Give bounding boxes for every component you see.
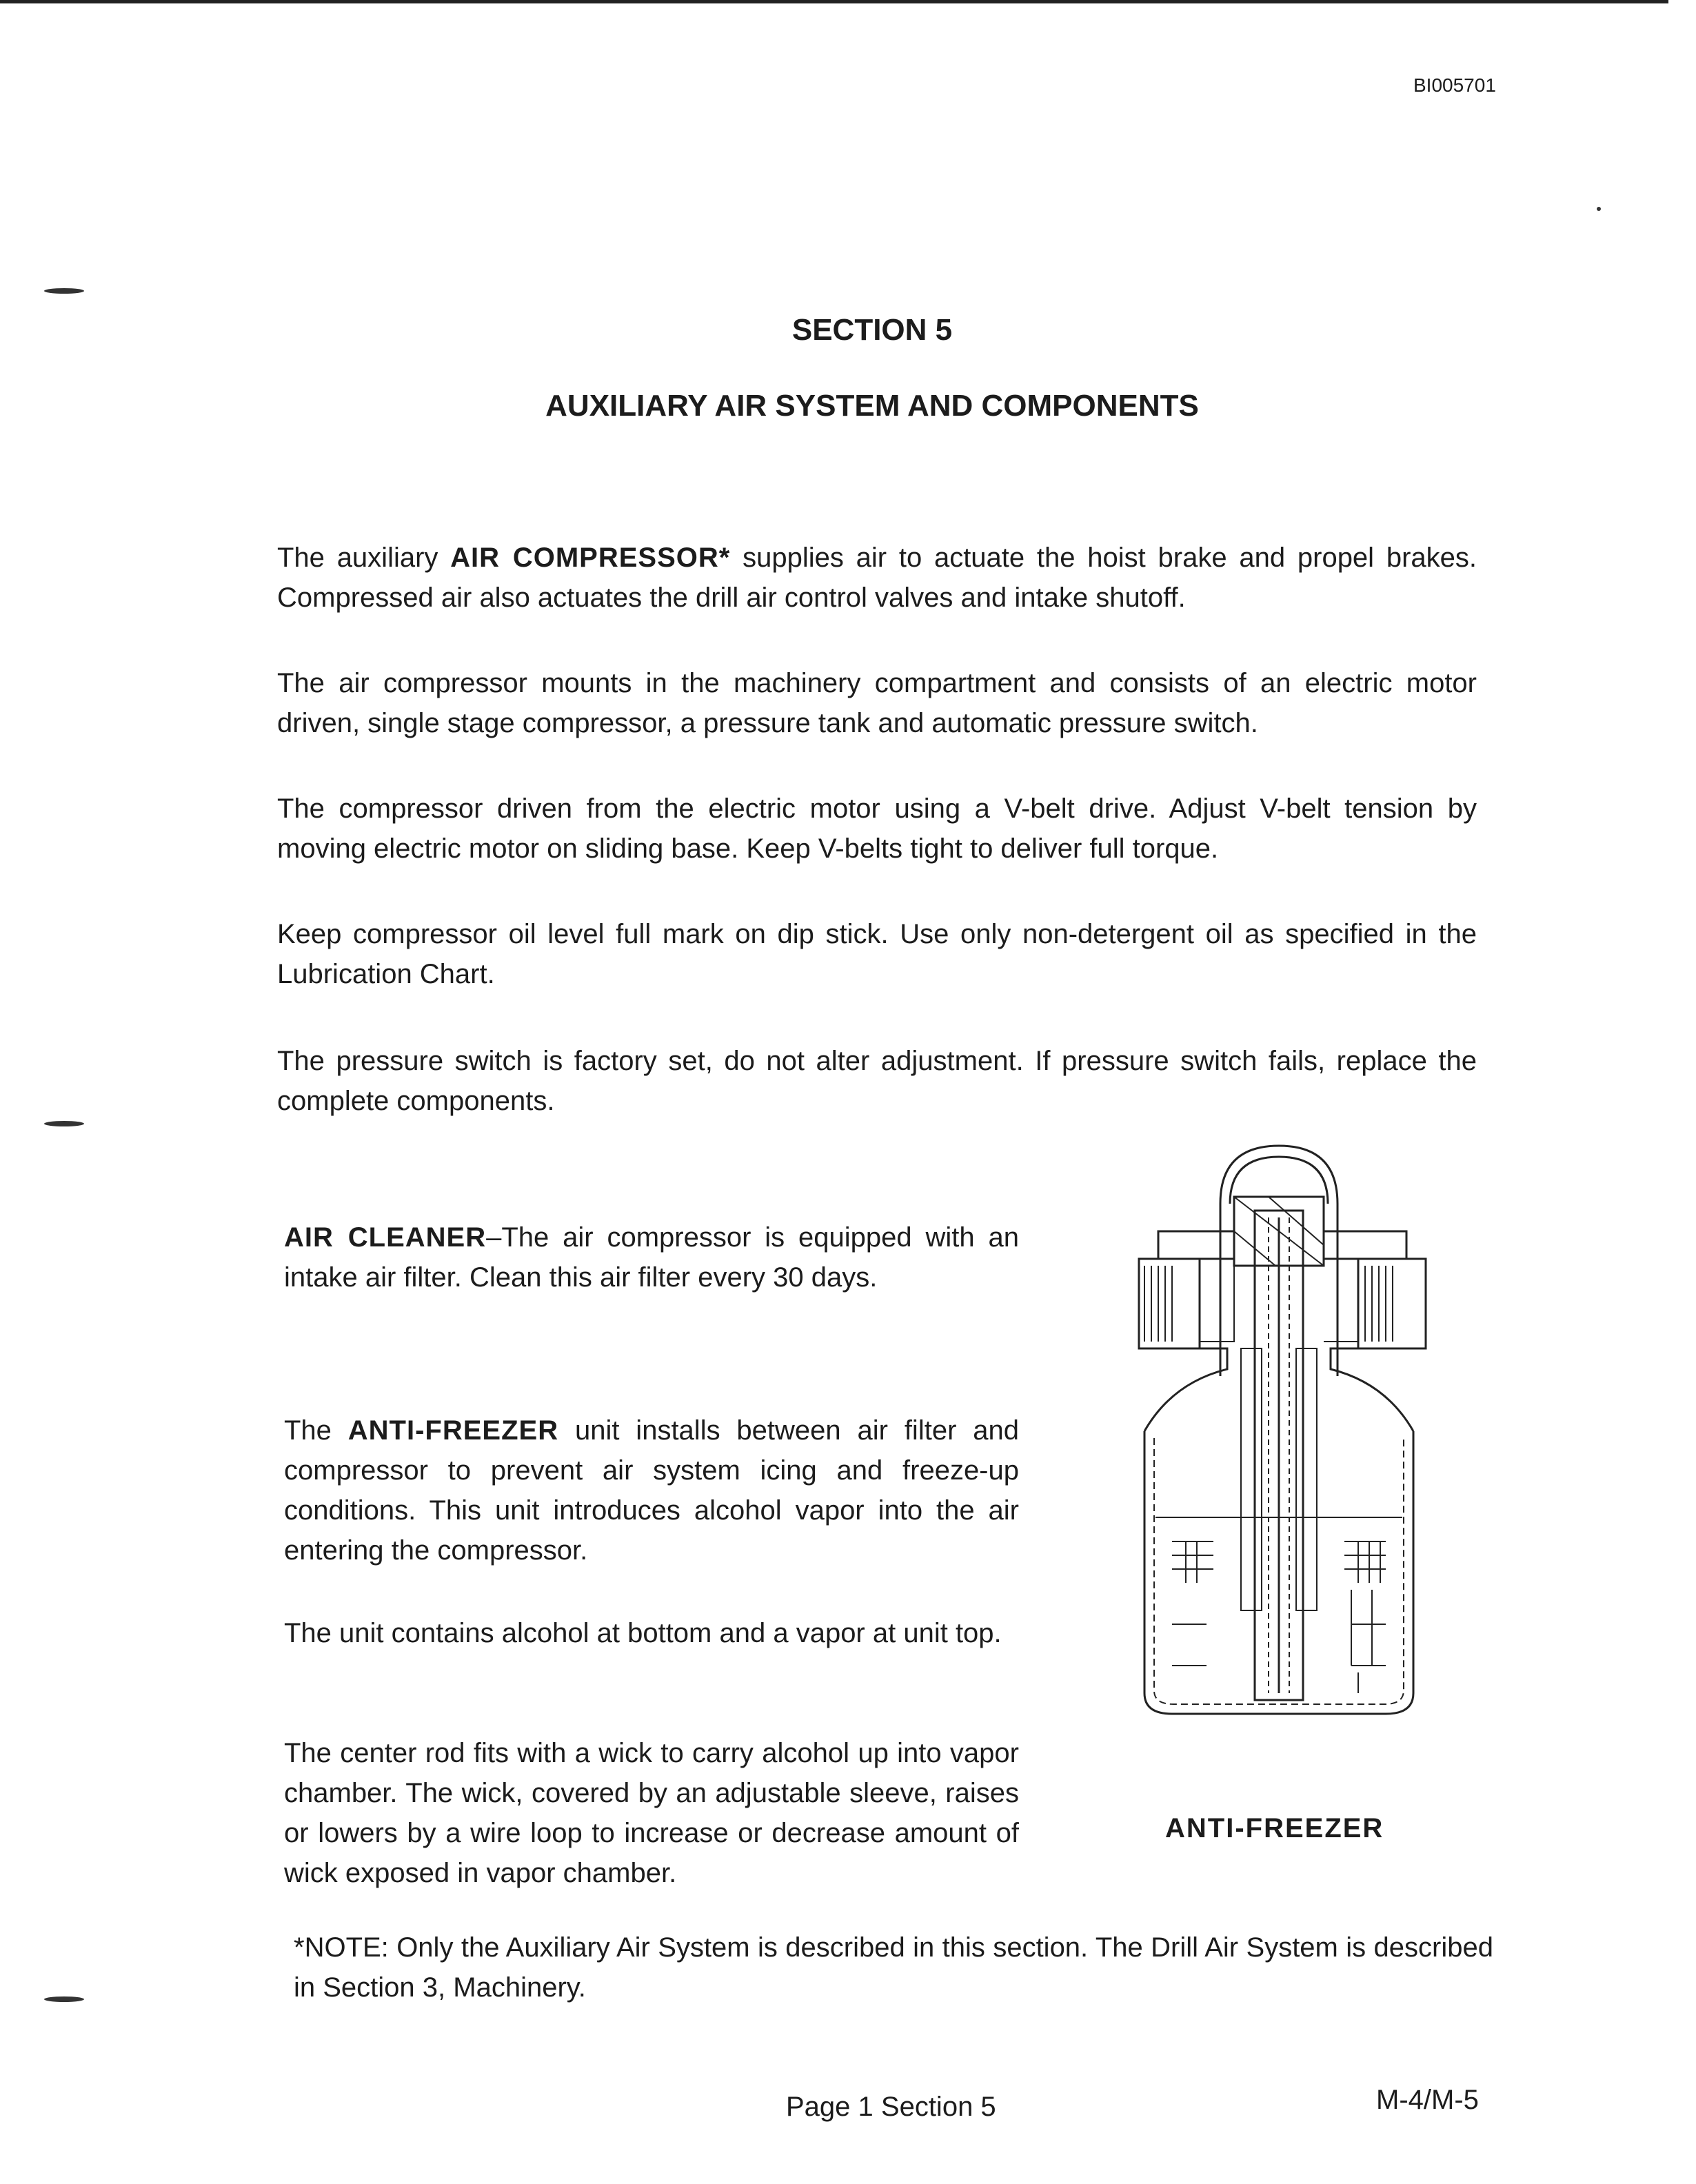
section-subtitle: AUXILIARY AIR SYSTEM AND COMPONENTS [545,389,1199,423]
paragraph-text: The auxiliary [277,543,451,573]
oil-level-paragraph: Keep compressor oil level full mark on dip stick. Use only non-detergent oil as specified in the Lubrication Chart. [277,919,1477,989]
paragraph-text: unit installs between air filter and compressor to prevent air system icing and freeze-up conditions. This unit introduces alcohol vapor into the air entering the compressor. [284,1415,1019,1566]
air-cleaner-term: AIR CLEANER [284,1222,487,1253]
paragraph-text: supplies air to actuate the hoist brake and propel brakes. Compressed air also actuates the drill air control valves and intake shutoff. [277,543,1477,613]
binder-hole-mark [44,288,84,294]
paragraph-text: –The air compressor is equipped with an intake air filter. Clean this air filter every 30 days. [284,1222,1020,1293]
air-compressor-paragraph [277,538,1477,618]
section-title: SECTION 5 [791,313,953,347]
compressor-mounting-paragraph: The air compressor mounts in the machinery compartment and consists of an electric motor driven, single stage compressor, a pressure tank and automatic pressure switch. [277,668,1477,738]
figure-caption: ANTI-FREEZER [1165,1813,1384,1843]
center-rod-paragraph: The center rod fits with a wick to carry alcohol up into vapor chamber. The wick, covered by an adjustable sleeve, raises or lowers by a wire loop to increase or decrease amount of wick exposed in vapor chamber. [284,1738,1019,1888]
model-number: M-4/M-5 [1376,2085,1479,2115]
anti-freezer-paragraph [284,1410,1019,1570]
paragraph-text: The [284,1415,348,1446]
binder-hole-mark [44,1996,84,2002]
anti-freezer-diagram [1131,1142,1434,1735]
footnote: *NOTE: Only the Auxiliary Air System is described in this section. The Drill Air System is described in Section 3, Machinery. [294,1932,1493,2003]
top-rule [0,0,1668,3]
document-id: BI005701 [1413,74,1496,96]
air-cleaner-paragraph [284,1217,1019,1297]
scan-speck [1597,207,1601,211]
binder-hole-mark [44,1121,84,1126]
unit-contents-paragraph: The unit contains alcohol at bottom and a vapor at unit top. [284,1618,1002,1648]
air-compressor-term: AIR COMPRESSOR* [450,543,731,573]
anti-freezer-term: ANTI-FREEZER [347,1415,559,1446]
page-number: Page 1 Section 5 [786,2092,996,2122]
pressure-switch-paragraph: The pressure switch is factory set, do not alter adjustment. If pressure switch fails, replace the complete components. [277,1046,1477,1116]
v-belt-paragraph: The compressor driven from the electric motor using a V-belt drive. Adjust V-belt tension by moving electric motor on sliding base. Keep V-belts tight to deliver full torque. [277,793,1477,864]
